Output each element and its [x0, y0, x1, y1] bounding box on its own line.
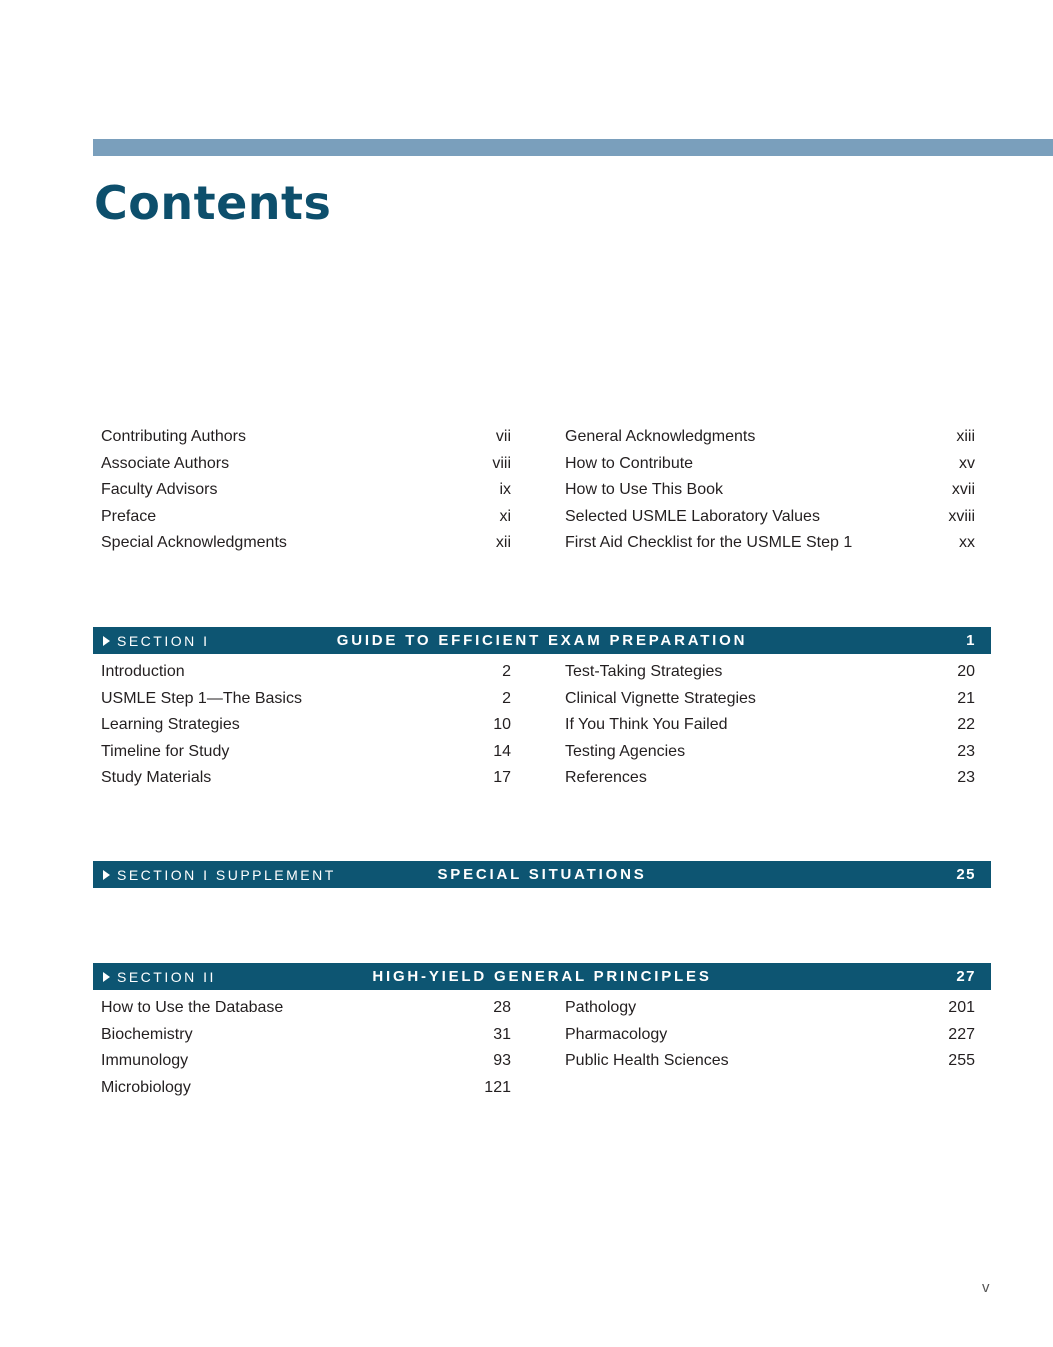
- entry-label: Immunology: [101, 1052, 189, 1070]
- entry-label: General Acknowledgments: [565, 428, 756, 445]
- entry-label: Clinical Vignette Strategies: [565, 689, 756, 707]
- section-i-supplement-header[interactable]: [93, 861, 991, 888]
- entry-page: viii: [492, 454, 511, 472]
- entry-page: xx: [959, 534, 975, 552]
- entry-page: xi: [499, 507, 511, 525]
- section-label: SECTION I SUPPLEMENT: [103, 867, 336, 883]
- entry-label: Pharmacology: [565, 1025, 668, 1043]
- entry-page: xviii: [948, 507, 975, 525]
- entry-page: xii: [495, 534, 511, 552]
- section-title: SPECIAL SITUATIONS: [437, 866, 647, 883]
- entry-label: Learning Strategies: [101, 716, 240, 734]
- toc-entry[interactable]: [565, 508, 975, 535]
- section-ii-header[interactable]: [93, 963, 991, 990]
- toc-entry[interactable]: [101, 690, 511, 717]
- entry-page: 2: [502, 663, 511, 680]
- section-ii-right-column: [511, 999, 975, 1105]
- entry-label: Selected USMLE Laboratory Values: [565, 507, 820, 525]
- toc-entry[interactable]: [101, 716, 511, 743]
- entry-page: ix: [499, 481, 511, 499]
- entry-label: Associate Authors: [101, 454, 230, 472]
- entry-label: References: [565, 769, 647, 787]
- toc-entry[interactable]: [565, 534, 975, 561]
- toc-entry[interactable]: [565, 1026, 975, 1053]
- toc-entry[interactable]: [565, 999, 975, 1026]
- toc-entry[interactable]: [101, 743, 511, 770]
- toc-entry[interactable]: [565, 481, 975, 508]
- toc-entry[interactable]: [101, 481, 511, 508]
- entry-label: Introduction: [101, 663, 185, 680]
- toc-entry[interactable]: [101, 663, 511, 690]
- entry-label: Preface: [101, 507, 157, 525]
- entry-page: 121: [484, 1078, 511, 1096]
- entry-label: How to Use This Book: [565, 481, 723, 499]
- entry-page: 28: [493, 999, 511, 1016]
- entry-label: Contributing Authors: [101, 428, 246, 445]
- front-matter-left-column: [101, 428, 511, 561]
- entry-label: Special Acknowledgments: [101, 534, 287, 552]
- entry-page: 20: [957, 663, 975, 680]
- front-matter-right-column: [511, 428, 975, 561]
- section-ii-toc: [101, 999, 976, 1105]
- entry-page: xiii: [956, 428, 975, 445]
- toc-entry[interactable]: [565, 455, 975, 482]
- entry-page: 201: [948, 999, 975, 1016]
- entry-page: 31: [493, 1025, 511, 1043]
- front-matter-toc: [101, 428, 976, 561]
- toc-entry[interactable]: [101, 455, 511, 482]
- section-i-header[interactable]: [93, 627, 991, 654]
- entry-page: 93: [493, 1052, 511, 1070]
- entry-page: xvii: [951, 481, 975, 499]
- entry-label: If You Think You Failed: [565, 716, 728, 734]
- toc-entry[interactable]: [101, 1026, 511, 1053]
- toc-entry[interactable]: [101, 508, 511, 535]
- section-ii-left-column: [101, 999, 511, 1105]
- entry-page: 14: [493, 742, 511, 760]
- section-i-left-column: [101, 663, 511, 796]
- entry-label: Study Materials: [101, 769, 212, 787]
- toc-entry[interactable]: [101, 1052, 511, 1079]
- entry-label: First Aid Checklist for the USMLE Step 1: [565, 534, 853, 552]
- entry-page: 21: [957, 689, 975, 707]
- top-rule: [93, 139, 1053, 156]
- entry-page: xv: [959, 454, 975, 472]
- toc-entry[interactable]: [101, 999, 511, 1026]
- entry-label: Testing Agencies: [565, 742, 686, 760]
- entry-label: Public Health Sciences: [565, 1052, 729, 1070]
- toc-entry[interactable]: [565, 769, 975, 796]
- entry-page: 22: [957, 716, 975, 734]
- toc-entry[interactable]: [565, 1052, 975, 1079]
- section-page: 27: [956, 968, 976, 985]
- entry-page: 23: [957, 742, 975, 760]
- entry-label: How to Use the Database: [101, 999, 284, 1016]
- entry-page: 227: [948, 1025, 975, 1043]
- section-i-toc: [101, 663, 976, 796]
- entry-page: 2: [502, 689, 511, 707]
- section-label: SECTION II: [103, 969, 216, 985]
- entry-label: Timeline for Study: [101, 742, 230, 760]
- page-number: v: [982, 1279, 990, 1296]
- toc-entry[interactable]: [565, 716, 975, 743]
- section-page: 25: [956, 866, 976, 883]
- entry-label: Test-Taking Strategies: [565, 663, 723, 680]
- toc-entry[interactable]: [565, 428, 975, 455]
- toc-entry[interactable]: [101, 534, 511, 561]
- entry-page: vii: [495, 428, 511, 445]
- entry-page: 255: [948, 1052, 975, 1070]
- toc-entry[interactable]: [565, 743, 975, 770]
- entry-label: Faculty Advisors: [101, 481, 218, 499]
- page-title: Contents: [94, 176, 332, 230]
- toc-entry[interactable]: [565, 690, 975, 717]
- section-label: SECTION I: [103, 633, 210, 649]
- section-page: 1: [966, 632, 976, 649]
- toc-entry[interactable]: [101, 1079, 511, 1106]
- entry-label: USMLE Step 1—The Basics: [101, 689, 302, 707]
- section-i-right-column: [511, 663, 975, 796]
- section-title: HIGH-YIELD GENERAL PRINCIPLES: [372, 968, 712, 985]
- entry-page: 23: [957, 769, 975, 787]
- toc-entry[interactable]: [101, 769, 511, 796]
- toc-entry[interactable]: [565, 663, 975, 690]
- section-title: GUIDE TO EFFICIENT EXAM PREPARATION: [336, 632, 748, 649]
- entry-label: How to Contribute: [565, 454, 694, 472]
- entry-page: 10: [493, 716, 511, 734]
- entry-label: Biochemistry: [101, 1025, 193, 1043]
- entry-label: Pathology: [565, 999, 637, 1016]
- entry-label: Microbiology: [101, 1078, 191, 1096]
- entry-page: 17: [493, 769, 511, 787]
- toc-entry[interactable]: [101, 428, 511, 455]
